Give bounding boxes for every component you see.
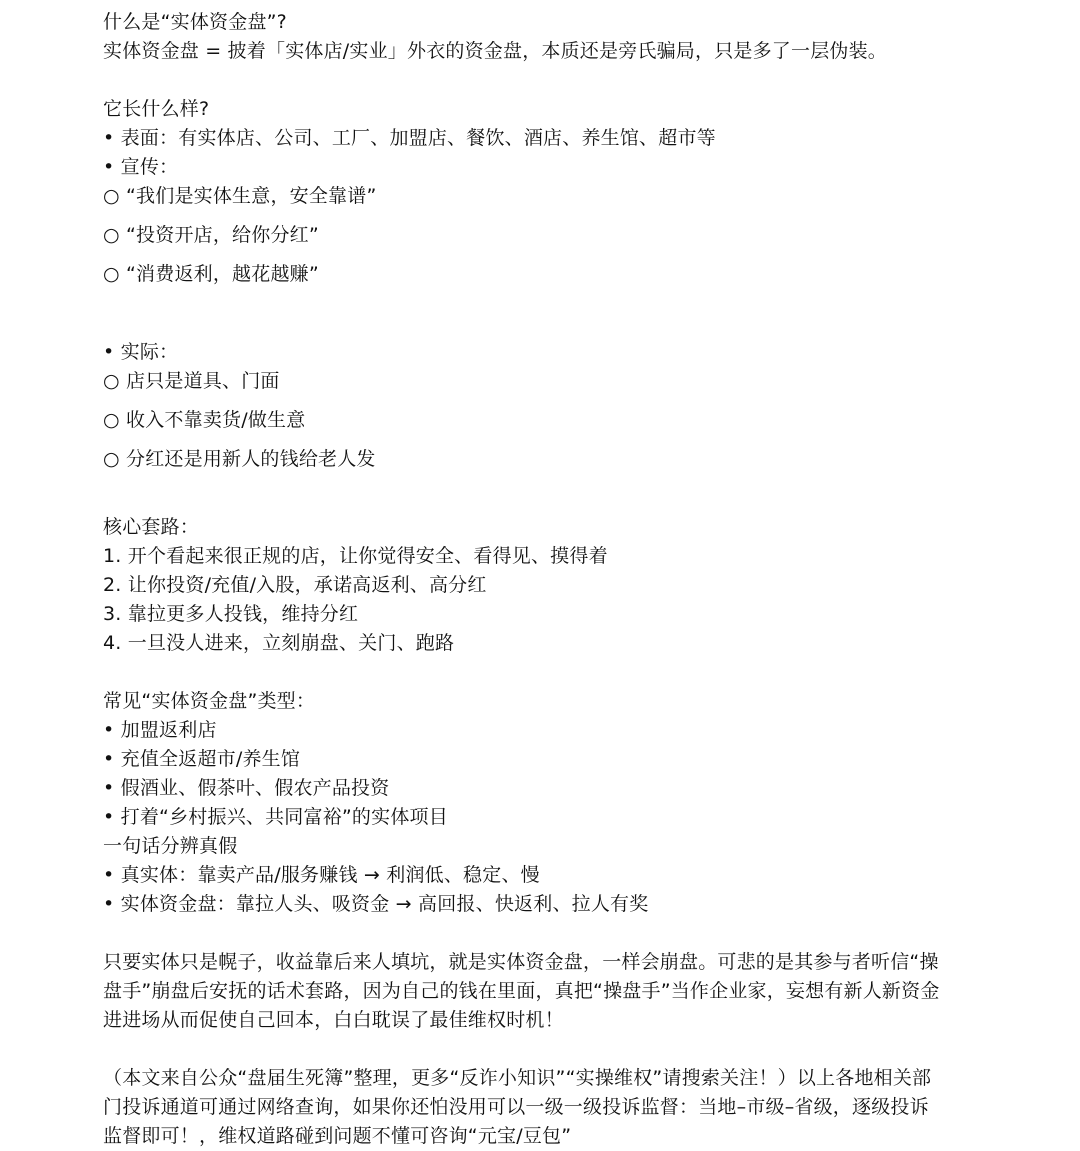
summary-paragraph: [103, 948, 1003, 1035]
paragraph-line: 门投诉通道可通过网络查询，如果你还怕没用可以一级一级投诉监督：当地–市级–省级，逐级投诉: [103, 1096, 929, 1118]
reality-item: ○ 分红还是用新人的钱给老人发: [103, 448, 376, 470]
subheading-distinguish: 一句话分辨真假: [103, 835, 238, 857]
paragraph-line: 监督即可！，维权道路碰到问题不懂可咨询“元宝/豆包”: [103, 1125, 572, 1147]
section-heading-core-tricks: 核心套路：: [103, 516, 200, 538]
promo-item: ○ “投资开店，给你分红”: [103, 224, 319, 246]
type-item: • 加盟返利店: [103, 719, 217, 741]
section-heading-common-types: 常见“实体资金盘”类型：: [103, 690, 316, 712]
reality-item: ○ 店只是道具、门面: [103, 370, 280, 392]
section-heading-appearance: 它长什么样?: [103, 98, 210, 120]
bullet-reality-label: • 实际：: [103, 341, 179, 363]
step-item: 2. 让你投资/充值/入股，承诺高返利、高分红: [103, 574, 487, 596]
paragraph-line: 进进场从而促使自己回本，白白耽误了最佳维权时机！: [103, 1009, 564, 1031]
paragraph-line: （本文来自公众“盘届生死簿”整理，更多“反诈小知识”“实操维权”请搜索关注！）以上各地相关部: [103, 1067, 932, 1089]
reality-item: ○ 收入不靠卖货/做生意: [103, 409, 306, 431]
paragraph-line: 只要实体只是幌子，收益靠后来人填坑，就是实体资金盘，一样会崩盘。可悲的是其参与者听信“操: [103, 951, 939, 973]
type-item: • 充值全返超市/养生馆: [103, 748, 301, 770]
type-item: • 打着“乡村振兴、共同富裕”的实体项目: [103, 806, 448, 828]
section-heading-what-is: 什么是“实体资金盘”?: [103, 11, 287, 33]
paragraph-line: 盘手”崩盘后安抚的话术套路，因为自己的钱在里面，真把“操盘手”当作企业家，妄想有新人新资金: [103, 980, 940, 1002]
article-body: [103, 8, 1003, 1151]
promo-item: ○ “我们是实体生意，安全靠谱”: [103, 185, 377, 207]
promo-item: ○ “消费返利，越花越赚”: [103, 263, 319, 285]
step-item: 1. 开个看起来很正规的店，让你觉得安全、看得见、摸得着: [103, 545, 608, 567]
definition-text: 实体资金盘 = 披着「实体店/实业」外衣的资金盘，本质还是旁氏骗局，只是多了一层伪装。: [103, 40, 888, 62]
type-item: • 假酒业、假茶叶、假农产品投资: [103, 777, 390, 799]
compare-item: • 真实体：靠卖产品/服务赚钱 → 利润低、稳定、慢: [103, 864, 540, 886]
bullet-surface: • 表面：有实体店、公司、工厂、加盟店、餐饮、酒店、养生馆、超市等: [103, 127, 716, 149]
bullet-promo-label: • 宣传：: [103, 156, 179, 178]
compare-item: • 实体资金盘：靠拉人头、吸资金 → 高回报、快返利、拉人有奖: [103, 893, 649, 915]
step-item: 4. 一旦没人进来，立刻崩盘、关门、跑路: [103, 632, 455, 654]
step-item: 3. 靠拉更多人投钱，维持分红: [103, 603, 359, 625]
source-note-paragraph: [103, 1064, 1003, 1151]
